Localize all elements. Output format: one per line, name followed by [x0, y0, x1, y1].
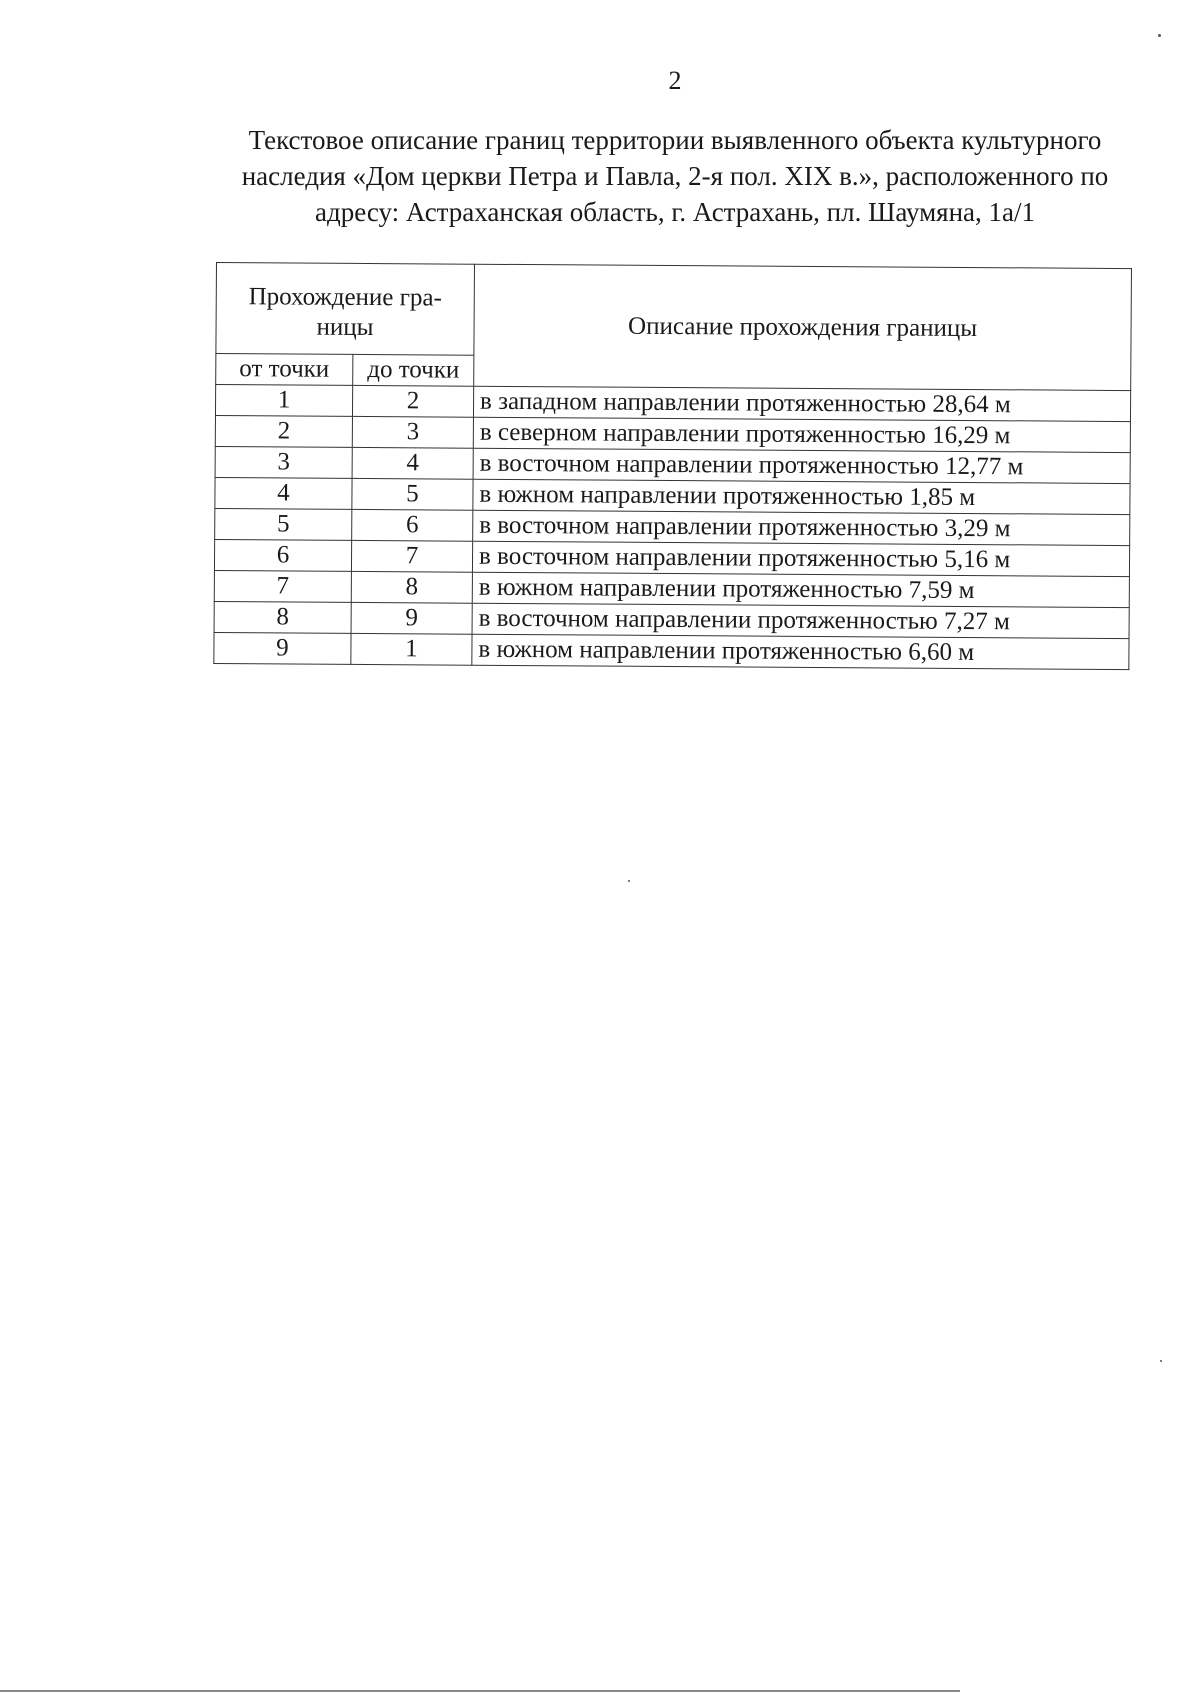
title-line: наследия «Дом церкви Петра и Павла, 2-я пол. XIX в.», расположенного по — [241, 161, 1109, 191]
to-point-cell: 6 — [352, 509, 473, 541]
from-point-cell: 6 — [214, 539, 351, 571]
description-cell: в южном направлении протяженностью 7,59 м — [472, 572, 1129, 607]
header-from-point: от точки — [216, 354, 353, 386]
to-point-cell: 2 — [352, 385, 473, 417]
description-cell: в восточном направлении протяженностью 3,29 м — [473, 510, 1130, 545]
from-point-cell: 5 — [215, 508, 352, 540]
from-point-cell: 9 — [214, 632, 351, 664]
to-point-cell: 3 — [352, 416, 473, 448]
from-point-cell: 2 — [215, 415, 352, 447]
description-cell: в южном направлении протяженностью 1,85 м — [473, 479, 1130, 514]
description-cell: в восточном направлении протяженностью 5,16 м — [472, 541, 1129, 576]
scan-speck — [1158, 34, 1161, 37]
to-point-cell: 1 — [351, 633, 472, 665]
table-row — [214, 632, 1129, 669]
to-point-cell: 5 — [352, 478, 473, 510]
title-line: Текстовое описание границ территории выявленного объекта культурного — [248, 125, 1102, 155]
page-number: 2 — [668, 66, 682, 95]
header-line: ницы — [316, 313, 374, 342]
header-boundary-passage — [216, 263, 475, 356]
from-point-cell: 8 — [214, 601, 351, 633]
document-title — [200, 122, 1150, 230]
to-point-cell: 4 — [352, 447, 473, 479]
description-cell: в северном направлении протяженностью 16,29 м — [473, 417, 1130, 452]
description-cell: в восточном направлении протяженностью 12,77 м — [473, 448, 1130, 483]
scan-speck — [1160, 1360, 1162, 1362]
boundary-table — [213, 262, 1132, 670]
from-point-cell: 7 — [214, 570, 351, 602]
table-header-row — [216, 263, 1132, 360]
scan-speck — [628, 880, 630, 882]
to-point-cell: 7 — [351, 540, 472, 572]
scan-edge-line — [0, 1690, 960, 1692]
description-cell: в южном направлении протяженностью 6,60 м — [472, 634, 1129, 669]
description-cell: в восточном направлении протяженностью 7,27 м — [472, 603, 1129, 638]
header-description: Описание прохождения границы — [474, 264, 1132, 390]
description-cell: в западном направлении протяженностью 28,64 м — [473, 386, 1130, 421]
from-point-cell: 3 — [215, 446, 352, 478]
title-line: адресу: Астраханская область, г. Астрахань, пл. Шаумяна, 1а/1 — [314, 197, 1036, 227]
to-point-cell: 9 — [351, 602, 472, 634]
header-line: Прохождение гра- — [248, 283, 442, 312]
from-point-cell: 1 — [215, 385, 352, 417]
from-point-cell: 4 — [215, 477, 352, 509]
to-point-cell: 8 — [351, 571, 472, 603]
header-to-point: до точки — [353, 354, 474, 386]
